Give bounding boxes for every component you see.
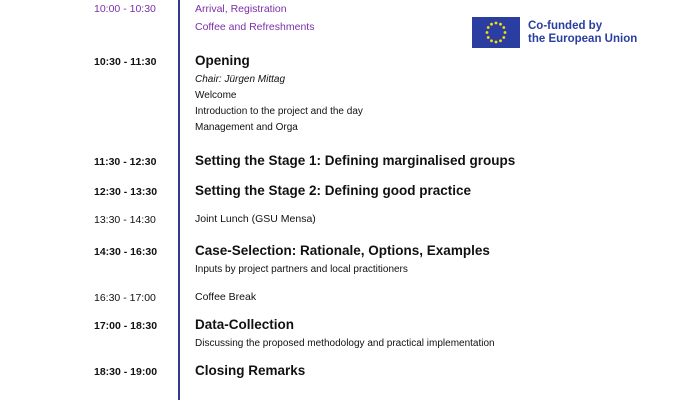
coffee-refreshments-text: Coffee and Refreshments [195,21,315,33]
coffee-break-text: Coffee Break [195,291,257,303]
data-collection-title: Data-Collection [195,317,295,332]
data-collection-detail: Discussing the proposed methodology and practical implementation [195,338,495,349]
time-slot-9: 18:30 - 19:00 [94,366,158,378]
eu-logo-text [528,20,637,46]
opening-management: Management and Orga [195,122,298,133]
time-slot-5: 13:30 - 14:30 [94,214,156,226]
eu-cofunded-logo [472,17,637,48]
eu-logo-line-2: the European Union [528,32,638,45]
case-selection-detail: Inputs by project partners and local practitioners [195,264,408,275]
time-slot-4: 12:30 - 13:30 [94,186,158,198]
stage-2-title: Setting the Stage 2: Defining good practice [195,183,472,198]
closing-remarks-title: Closing Remarks [195,363,306,378]
time-slot-1: 10:00 - 10:30 [94,3,156,15]
time-slot-8: 17:00 - 18:30 [94,320,158,332]
time-slot-3: 11:30 - 12:30 [94,156,157,168]
timeline-divider [178,0,180,400]
time-slot-6: 14:30 - 16:30 [94,246,158,258]
arrival-text: Arrival, Registration [195,3,287,15]
time-slot-7: 16:30 - 17:00 [94,292,156,304]
time-slot-2: 10:30 - 11:30 [94,56,157,68]
eu-flag-icon [472,17,520,48]
opening-chair: Chair: Jürgen Mittag [195,74,286,85]
opening-title: Opening [195,53,250,68]
opening-welcome: Welcome [195,90,237,101]
stage-1-title: Setting the Stage 1: Defining marginalised groups [195,153,516,168]
case-selection-title: Case-Selection: Rationale, Options, Examples [195,243,490,258]
opening-introduction: Introduction to the project and the day [195,106,363,117]
joint-lunch-text: Joint Lunch (GSU Mensa) [195,213,316,225]
eu-logo-line-1: Co-funded by [528,19,603,32]
